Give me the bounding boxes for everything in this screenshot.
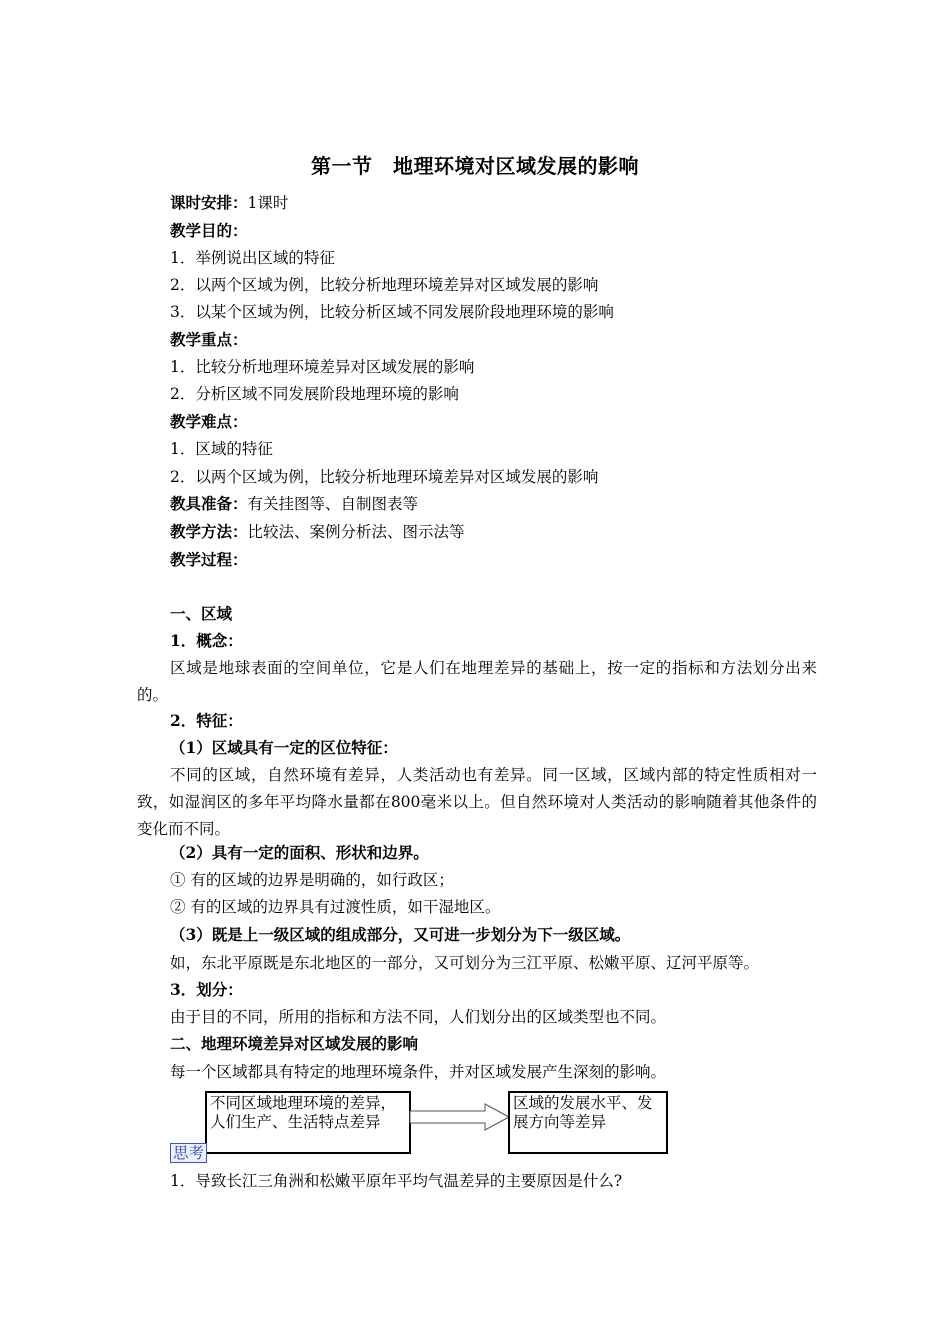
arrow-shape	[410, 1104, 509, 1130]
methods-label: 教学方法：	[170, 522, 248, 541]
concept-paragraph: 区域是地球表面的空间单位，它是人们在地理差异的基础上，按一定的指标和方法划分出来的。	[137, 659, 817, 704]
class-hours-label: 课时安排：	[170, 193, 248, 212]
page-title: 第一节 地理环境对区域发展的影响	[311, 154, 639, 178]
class-hours-line	[170, 193, 288, 213]
division-text: 由于目的不同，所用的指标和方法不同，人们划分出的区域类型也不同。	[170, 1008, 667, 1026]
features-heading: 2．特征：	[170, 711, 243, 730]
feature2-heading: （2）具有一定的面积、形状和边界。	[170, 843, 429, 862]
section2-heading: 二、地理环境差异对区域发展的影响	[170, 1034, 419, 1053]
feature2-item: ② 有的区域的边界具有过渡性质，如干湿地区。	[170, 898, 501, 916]
feature1-paragraph: 不同的区域，自然环境有差异，人类活动也有差异。同一区域，区域内部的特定性质相对一致，如湿润区的多年平均降水量都在800毫米以上。但自然环境对人类活动的影响随着其他条件的变化而不同。	[137, 766, 817, 838]
feature2-item: ① 有的区域的边界是明确的，如行政区；	[170, 871, 454, 889]
diagram-left-box: 不同区域地理环境的差异，人们生产、生活特点差异	[205, 1091, 411, 1154]
feature3-heading: （3）既是上一级区域的组成部分，又可进一步划分为下一级区域。	[170, 925, 631, 944]
methods-line	[170, 522, 465, 542]
question-item: 1．导致长江三角洲和松嫩平原年平均气温差异的主要原因是什么?	[170, 1172, 623, 1190]
process-label: 教学过程：	[170, 550, 248, 569]
think-label: 思考	[170, 1143, 207, 1163]
difficulties-label: 教学难点：	[170, 412, 248, 431]
concept-heading: 1．概念：	[170, 631, 243, 650]
diagram-arrow	[409, 1102, 513, 1132]
key-points-label: 教学重点：	[170, 330, 248, 349]
objective-item: 3．以某个区域为例，比较分析区域不同发展阶段地理环境的影响	[170, 303, 614, 321]
objective-item: 2．以两个区域为例，比较分析地理环境差异对区域发展的影响	[170, 276, 599, 294]
difficulty-item: 1．区域的特征	[170, 440, 273, 458]
key-point-item: 2．分析区域不同发展阶段地理环境的影响	[170, 385, 459, 403]
tools-label: 教具准备：	[170, 494, 248, 513]
tools-line	[170, 494, 418, 514]
division-heading: 3．划分：	[170, 980, 243, 999]
class-hours-value: 1课时	[247, 194, 289, 212]
section1-heading: 一、区域	[170, 604, 233, 623]
methods-value: 比较法、案例分析法、图示法等	[247, 523, 465, 541]
key-point-item: 1．比较分析地理环境差异对区域发展的影响	[170, 358, 475, 376]
objectives-label: 教学目的：	[170, 221, 248, 240]
tools-value: 有关挂图等、自制图表等	[247, 495, 419, 513]
feature3-text: 如，东北平原既是东北地区的一部分，又可划分为三江平原、松嫩平原、辽河平原等。	[170, 954, 760, 972]
diagram-right-box: 区域的发展水平、发展方向等差异	[508, 1091, 668, 1154]
difficulty-item: 2．以两个区域为例，比较分析地理环境差异对区域发展的影响	[170, 468, 599, 486]
feature1-heading: （1）区域具有一定的区位特征：	[170, 738, 398, 757]
section2-intro: 每一个区域都具有特定的地理环境条件，并对区域发展产生深刻的影响。	[170, 1063, 667, 1081]
objective-item: 1．举例说出区域的特征	[170, 249, 335, 267]
